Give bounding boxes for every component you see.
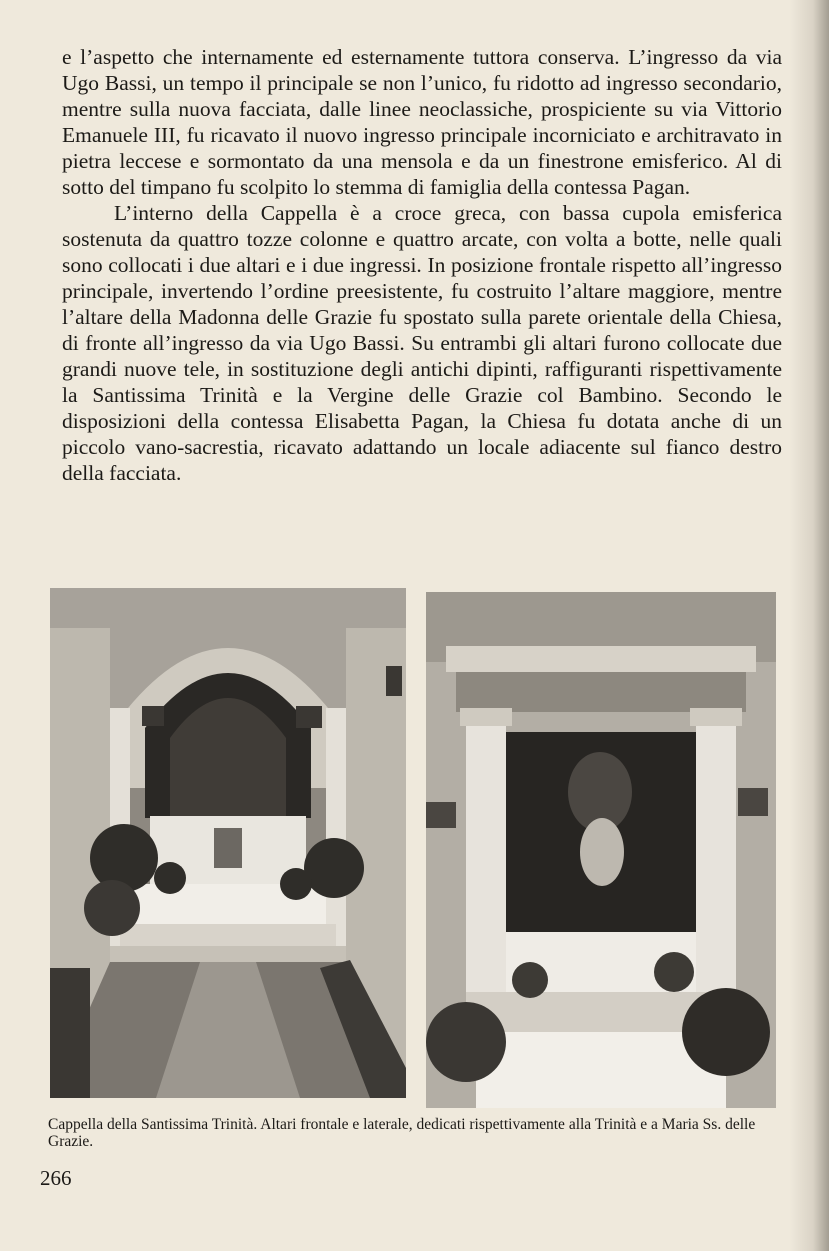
photo-pair (50, 584, 776, 1110)
paragraph-2: L’interno della Cappella è a croce greca, con bassa cupola emisferica sostenuta da quattro tozze colonne e quattro arcate, con volta a botte, nelle quali sono collocati i due altari e i due ingressi. In posizione frontale rispetto all’ingresso principale, invertendo l’ordine preesistente, fu costruito l’altare maggiore, mentre l’altare della Madonna delle Grazie fu spostato sulla parete orientale della Chiesa, di fronte all’ingresso da via Ugo Bassi. Su entrambi gli altari furono collocate due grandi nuove tele, in sostituzione degli antichi dipinti, raffiguranti rispettivamente la Santissima Trinità e la Vergine delle Grazie col Bambino. Secondo le disposizioni della contessa Elisabetta Pagan, la Chiesa fu dotata anche di un piccolo vano-sacrestia, ricavato adattando un locale adiacente sul fianco destro della facciata. (62, 201, 782, 485)
photo-side-altar (426, 592, 776, 1108)
main-altar-illustration (50, 588, 406, 1098)
paragraph-1: e l’aspetto che internamente ed esternamente tuttora conserva. L’ingresso da via Ugo Bassi, un tempo il principale se non l’unico, fu ridotto ad ingresso secondario, mentre sulla nuova facciata, dalle linee neoclassiche, prospiciente su via Vittorio Emanuele III, fu ricavato il nuovo ingresso principale incorniciato e architravato in pietra leccese e sormontato da una mensola e da un finestrone emisferico. Al di sotto del timpano fu scolpito lo stemma di famiglia della contessa Pagan. (62, 45, 782, 199)
page-number: 266 (40, 1166, 72, 1190)
figure-caption: Cappella della Santissima Trinità. Altari frontale e laterale, dedicati rispettivamente alla Trinità e a Maria Ss. delle Grazie. (48, 1116, 756, 1150)
photo-main-altar (50, 588, 406, 1098)
text-column (62, 44, 782, 486)
side-altar-illustration (426, 592, 776, 1108)
page-edge-shadow (789, 0, 829, 1251)
